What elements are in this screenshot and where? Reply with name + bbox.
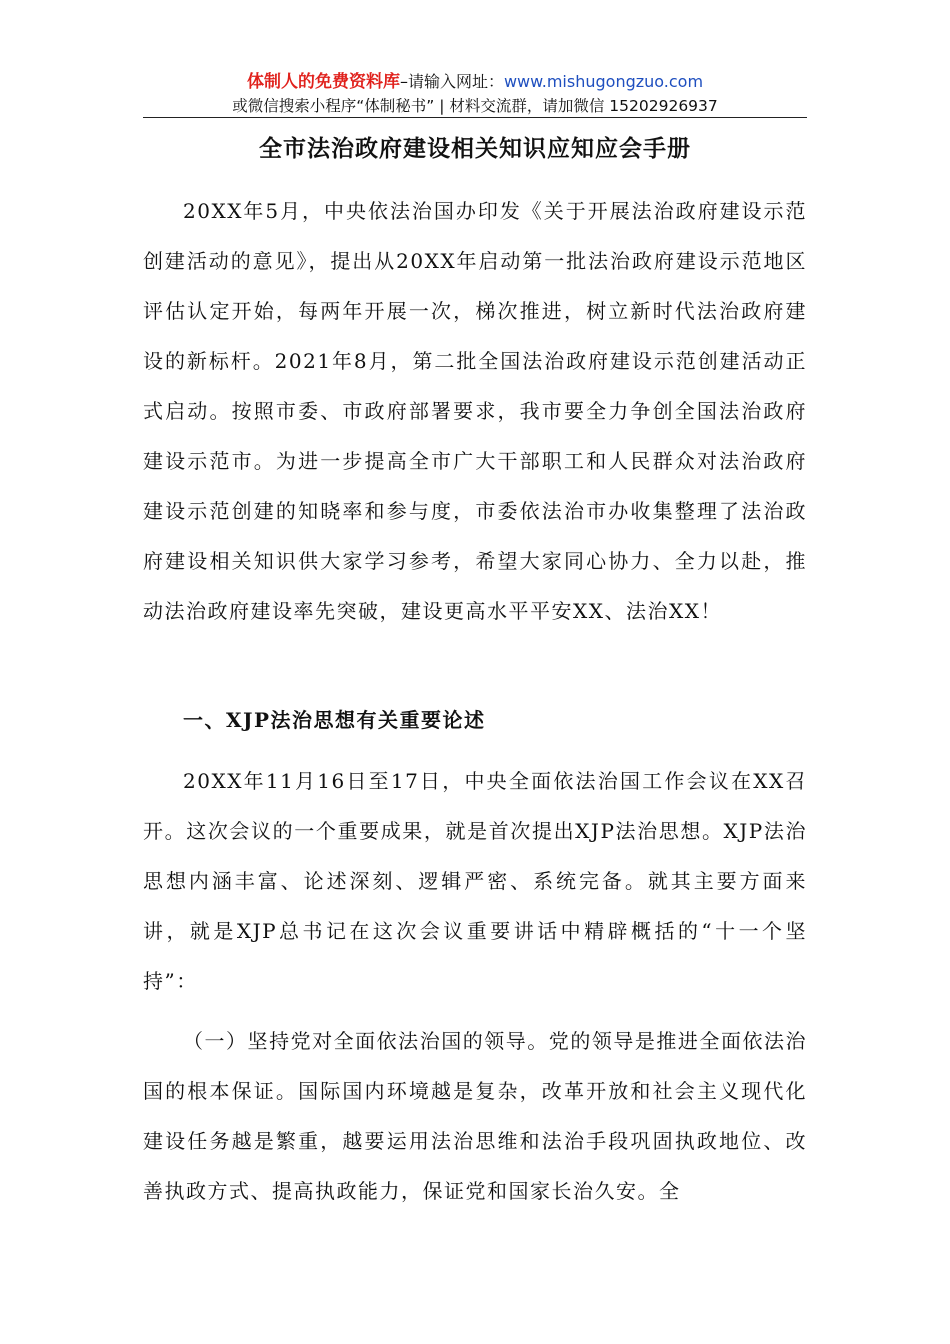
header-url-link[interactable]: www.mishugongzuo.com — [503, 72, 704, 91]
header-divider — [143, 117, 807, 118]
section-paragraph-1: 20XX年11月16日至17日，中央全面依法治国工作会议在XX召开。这次会议的一个重要成果，就是首次提出XJP法治思想。XJP法治思想内涵丰富、论述深刻、逻辑严密、系统完备。就其主要方面来讲，就是XJP总书记在这次会议重要讲话中精辟概括的“十一个坚持”： — [143, 769, 807, 993]
header-line-2: 或微信搜索小程序“体制秘书” | 材料交流群，请加微信 15202926937 — [232, 97, 718, 115]
header-prompt: –请输入网址： — [399, 72, 504, 91]
section-heading: 一、XJP法治思想有关重要论述 — [183, 708, 486, 732]
section-paragraph-2: （一）坚持党对全面依法治国的领导。党的领导是推进全面依法治国的根本保证。国际国内环境越是复杂，改革开放和社会主义现代化建设任务越是繁重，越要运用法治思维和法治手段巩固执政地位、改善执政方式、提高执政能力，保证党和国家长治久安。全 — [143, 1029, 807, 1203]
document-title: 全市法治政府建设相关知识应知应会手册 — [259, 135, 691, 162]
header-line-1 — [143, 70, 807, 94]
page-header — [143, 70, 807, 118]
header-brand: 体制人的免费资料库 — [246, 72, 400, 92]
intro-paragraph: 20XX年5月，中央依法治国办印发《关于开展法治政府建设示范创建活动的意见》，提出从20XX年启动第一批法治政府建设示范地区评估认定开始，每两年开展一次，梯次推进，树立新时代法治政府建设的新标杆。2021年8月，第二批全国法治政府建设示范创建活动正式启动。按照市委、市政府部署要求，我市要全力争创全国法治政府建设示范市。为进一步提高全市广大干部职工和人民群众对法治政府建设示范创建的知晓率和参与度，市委依法治市办收集整理了法治政府建设相关知识供大家学习参考，希望大家同心协力、全力以赴，推动法治政府建设率先突破，建设更高水平平安XX、法治XX！ — [143, 199, 807, 623]
